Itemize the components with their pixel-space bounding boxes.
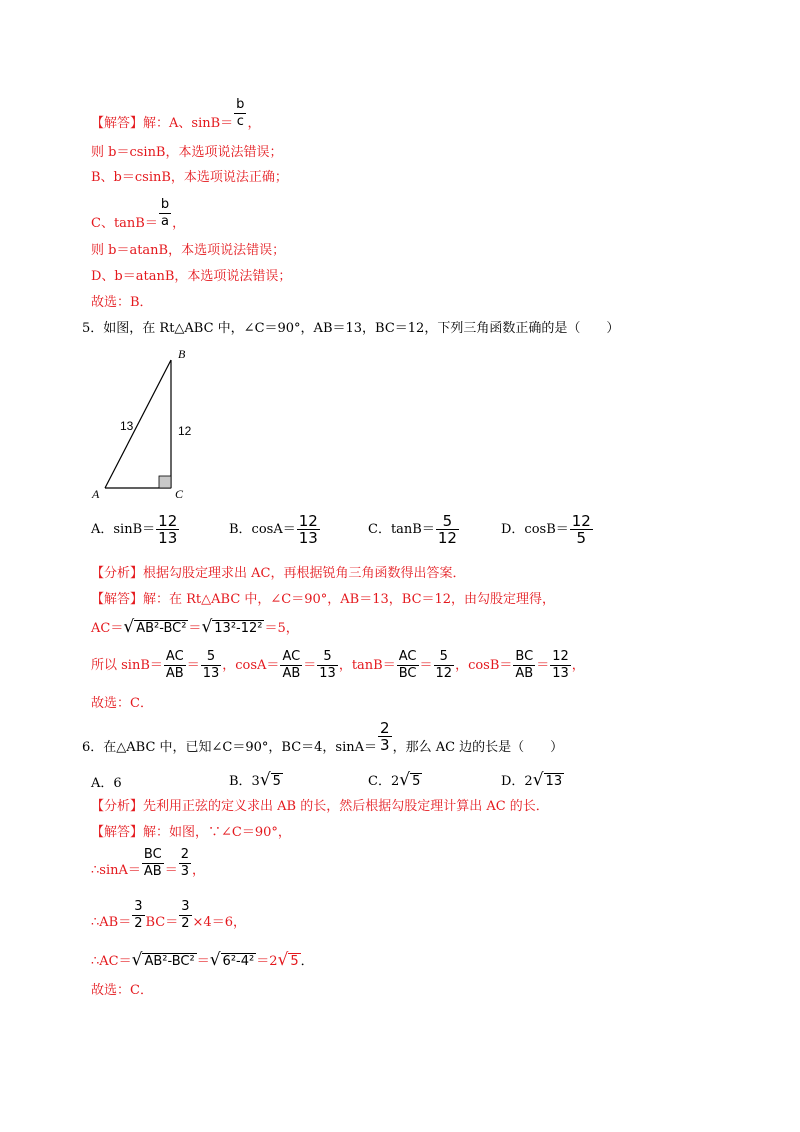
square-root: √ 13 bbox=[532, 770, 563, 790]
q5-option-a[interactable]: A．sinB＝ $\frac{12}{13}$ bbox=[91, 512, 178, 547]
q6-step2: ∴AB＝ $\frac{3}{2}$ BC＝ $\frac{3}{2}$ ×4＝6， bbox=[91, 899, 246, 931]
q5-option-c[interactable]: C．tanB＝ $\frac{5}{12}$ bbox=[368, 512, 457, 547]
fraction: $\frac{5}{12}$ bbox=[437, 512, 457, 547]
q6-analysis: 【分析】先利用正弦的定义求出 AB 的长，然后根据勾股定理计算出 AC 的长． bbox=[91, 799, 549, 814]
q4-answer-line6: D、b＝atanB，本选项说法错误； bbox=[91, 269, 292, 284]
square-root: √ 5 bbox=[277, 950, 299, 970]
q4-answer-line1: 【解答】解：A、sinB＝ $\frac{b}{c}$ ， bbox=[91, 97, 261, 131]
fraction: $\frac{AC}{AB}$ bbox=[282, 649, 301, 681]
fraction: $\frac{2}{3}$ bbox=[180, 847, 189, 879]
q4-answer-line3: B、b＝csinB，本选项说法正确； bbox=[91, 170, 288, 185]
vertex-b-label: B bbox=[178, 347, 186, 361]
q4-answer-line5: 则 b＝atanB，本选项说法错误； bbox=[91, 243, 286, 258]
q4-answer-line4: C、tanB＝ $\frac{b}{a}$ ， bbox=[91, 197, 186, 231]
fraction: $\frac{12}{13}$ bbox=[158, 512, 178, 547]
side-ab bbox=[105, 360, 171, 488]
fraction: $\frac{12}{5}$ bbox=[571, 512, 591, 547]
fraction: $\frac{5}{12}$ bbox=[435, 649, 453, 681]
vertex-a-label: A bbox=[92, 487, 100, 501]
fraction: $\frac{5}{13}$ bbox=[202, 649, 220, 681]
q4-answer-line7: 故选：B． bbox=[91, 295, 153, 310]
q6-option-c[interactable]: C．2√ 5 bbox=[368, 770, 421, 790]
fraction: $\frac{2}{3}$ bbox=[380, 719, 390, 754]
square-root: √ 13²-12² bbox=[201, 617, 263, 637]
q5-option-d[interactable]: D．cosB＝ $\frac{12}{5}$ bbox=[501, 512, 591, 547]
q6-option-b[interactable]: B．3√ 5 bbox=[229, 770, 281, 790]
q5-option-b[interactable]: B．cosA＝ $\frac{12}{13}$ bbox=[229, 512, 318, 547]
q6-option-a[interactable]: A．6 bbox=[91, 776, 122, 791]
vertex-c-label: C bbox=[175, 487, 184, 501]
q5-so-line: 所以 sinB＝ $\frac{AC}{AB}$ ＝ $\frac{5}{13}$ ，cosA＝ $\frac{AC}{AB}$ ＝ $\frac{5}{13}$ ，tanB＝ $\frac{AC}{BC}$ ＝ $\frac{5}{12}$ ，cosB＝ $\frac{BC}{AB}$ ＝ $\frac{12}{13}$ ， bbox=[91, 649, 585, 681]
fraction: $\frac{BC}{AB}$ bbox=[143, 847, 162, 879]
q5-analysis: 【分析】根据勾股定理求出 AC，再根据锐角三角函数得出答案． bbox=[91, 566, 466, 581]
fraction: $\frac{5}{13}$ bbox=[319, 649, 336, 681]
square-root: √ 5 bbox=[259, 770, 281, 790]
q4-answer-line2: 则 b＝csinB，本选项说法错误； bbox=[91, 145, 283, 160]
fraction: $\frac{12}{13}$ bbox=[552, 649, 569, 681]
right-angle-mark bbox=[159, 476, 171, 488]
q5-stem: 5．如图，在 Rt△ABC 中，∠C＝90°，AB＝13，BC＝12，下列三角函数正确的是（ ） bbox=[82, 321, 620, 336]
q5-choice: 故选：C． bbox=[91, 696, 153, 711]
fraction: $\frac{12}{13}$ bbox=[298, 512, 318, 547]
side-bc-length-label: 12 bbox=[178, 424, 192, 438]
q6-solution: 【解答】解：如图，∵∠C＝90°， bbox=[91, 825, 291, 840]
square-root: √ 6²-4² bbox=[209, 950, 255, 970]
square-root: √ AB²-BC² bbox=[131, 950, 195, 970]
fraction: $\frac{b}{a}$ bbox=[160, 197, 170, 229]
q5-solution: 【解答】解：在 Rt△ABC 中，∠C＝90°，AB＝13，BC＝12，由勾股定理得， bbox=[91, 592, 556, 607]
fraction: $\frac{3}{2}$ bbox=[181, 899, 190, 931]
q6-choice: 故选：C． bbox=[91, 983, 153, 998]
fraction: $\frac{AC}{BC}$ bbox=[398, 649, 417, 681]
fraction: $\frac{b}{c}$ bbox=[236, 97, 245, 129]
q6-stem: 6．在△ABC 中，已知∠C＝90°，BC＝4，sinA＝ $\frac{2}{3}$ ，那么 AC 边的长是（ ） bbox=[82, 719, 564, 755]
q6-step1: ∴sinA＝ $\frac{BC}{AB}$ ＝ $\frac{2}{3}$ ， bbox=[91, 847, 205, 879]
q6-option-d[interactable]: D．2√ 13 bbox=[501, 770, 563, 790]
q5-triangle-figure bbox=[90, 342, 210, 502]
fraction: $\frac{3}{2}$ bbox=[134, 899, 143, 931]
fraction: $\frac{AC}{AB}$ bbox=[165, 649, 184, 681]
answer-heading: 【解答】解： bbox=[91, 116, 170, 131]
fraction: $\frac{BC}{AB}$ bbox=[515, 649, 534, 681]
hypotenuse-length-label: 13 bbox=[120, 419, 134, 433]
square-root: √ 5 bbox=[399, 770, 421, 790]
q6-step3: ∴AC＝√ AB²-BC² ＝√ 6²-4² ＝2√ 5 ． bbox=[91, 950, 314, 970]
square-root: √ AB²-BC² bbox=[123, 617, 187, 637]
q5-ac-line: AC＝√ AB²-BC² ＝√ 13²-12² ＝5， bbox=[91, 617, 299, 637]
